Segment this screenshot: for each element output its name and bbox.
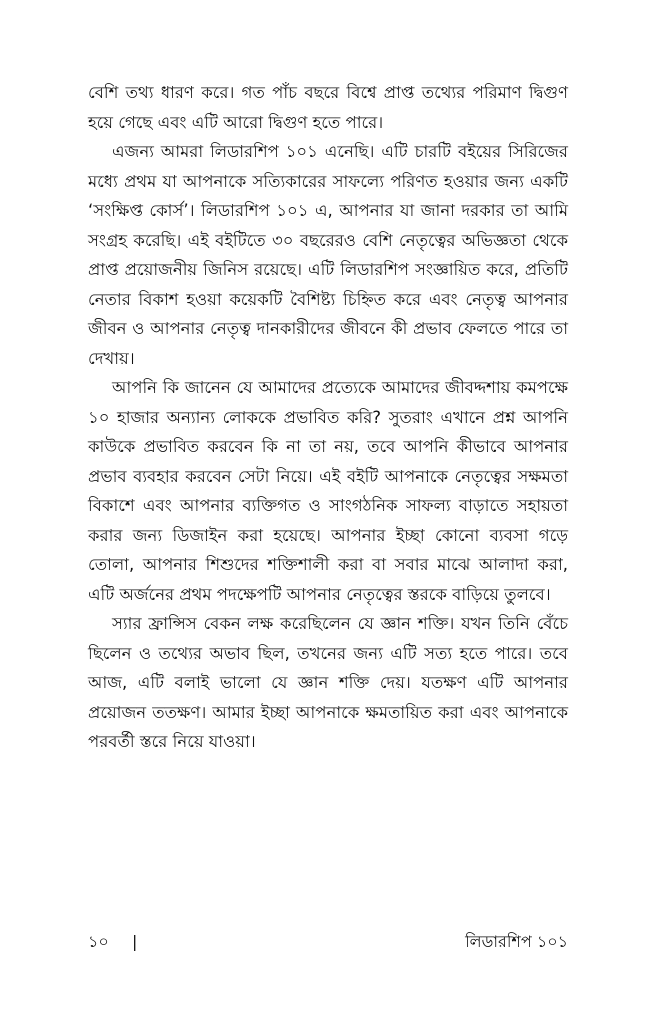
page-footer <box>88 928 568 956</box>
paragraph-continuation: বেশি তথ্য ধারণ করে। গত পাঁচ বছরে বিশ্বে প্রাপ্ত তথ্যের পরিমাণ দ্বিগুণ হয়ে গেছে এবং এটি আরো দ্বিগুণ হতে পারে। <box>88 83 568 132</box>
paragraph-leadership-101-intro: এজন্য আমরা লিডারশিপ ১০১ এনেছি। এটি চারটি বইয়ের সিরিজের মধ্যে প্রথম যা আপনাকে সত্যিকারের সাফল্যে পরিণত হওয়ার জন্য একটি ‘সংক্ষিপ্ত কোর্স’। লিডারশিপ ১০১ এ, আপনার যা জানা দরকার তা আমি সংগ্রহ করেছি। এই বইটিতে ৩০ বছরেরও বেশি নেতৃত্বের অভিজ্ঞতা থেকে প্রাপ্ত প্রয়োজনীয় জিনিস রয়েছে। এটি লিডারশিপ সংজ্ঞায়িত করে, প্রতিটি নেতার বিকাশ হওয়া কয়েকটি বৈশিষ্ট্য চিহ্নিত করে এবং নেতৃত্ব আপনার জীবন ও আপনার নেতৃত্ব দানকারীদের জীবনে কী প্রভাব ফেলতে পারে তা দেখায়। <box>88 142 568 368</box>
running-title: লিডারশিপ ১০১ <box>465 932 568 951</box>
paragraph-influence: আপনি কি জানেন যে আমাদের প্রত্যেকে আমাদের জীবদ্দশায় কমপক্ষে ১০ হাজার অন্যান্য লোককে প্রভাবিত করি? সুতরাং এখানে প্রশ্ন আপনি কাউকে প্রভাবিত করবেন কি না তা নয়, তবে আপনি কীভাবে আপনার প্রভাব ব্যবহার করবেন সেটা নিয়ে। এই বইটি আপনাকে নেতৃত্বের সক্ষমতা বিকাশে এবং আপনার ব্যক্তিগত ও সাংগঠনিক সাফল্য বাড়াতে সহায়তা করার জন্য ডিজাইন করা হয়েছে। আপনার ইচ্ছা কোনো ব্যবসা গড়ে তোলা, আপনার শিশুদের শক্তিশালী করা বা সবার মাঝে আলাদা করা, এটি অর্জনের প্রথম পদক্ষেপটি আপনার নেতৃত্বের স্তরকে বাড়িয়ে তুলবে। <box>88 378 568 604</box>
footer-separator: | <box>132 932 138 951</box>
paragraph-knowledge-power: স্যার ফ্রান্সিস বেকন লক্ষ করেছিলেন যে জ্ঞান শক্তি। যখন তিনি বেঁচে ছিলেন ও তথ্যের অভাব ছিল, তখনের জন্য এটি সত্য হতে পারে। তবে আজ, এটি বলাই ভালো যে জ্ঞান শক্তি দেয়। যতক্ষণ এটি আপনার প্রয়োজন ততক্ষণ। আমার ইচ্ছা আপনাকে ক্ষমতায়িত করা এবং আপনাকে পরবর্তী স্তরে নিয়ে যাওয়া। <box>88 614 568 751</box>
page-body <box>88 78 568 757</box>
page-number: ১০ <box>88 932 109 951</box>
